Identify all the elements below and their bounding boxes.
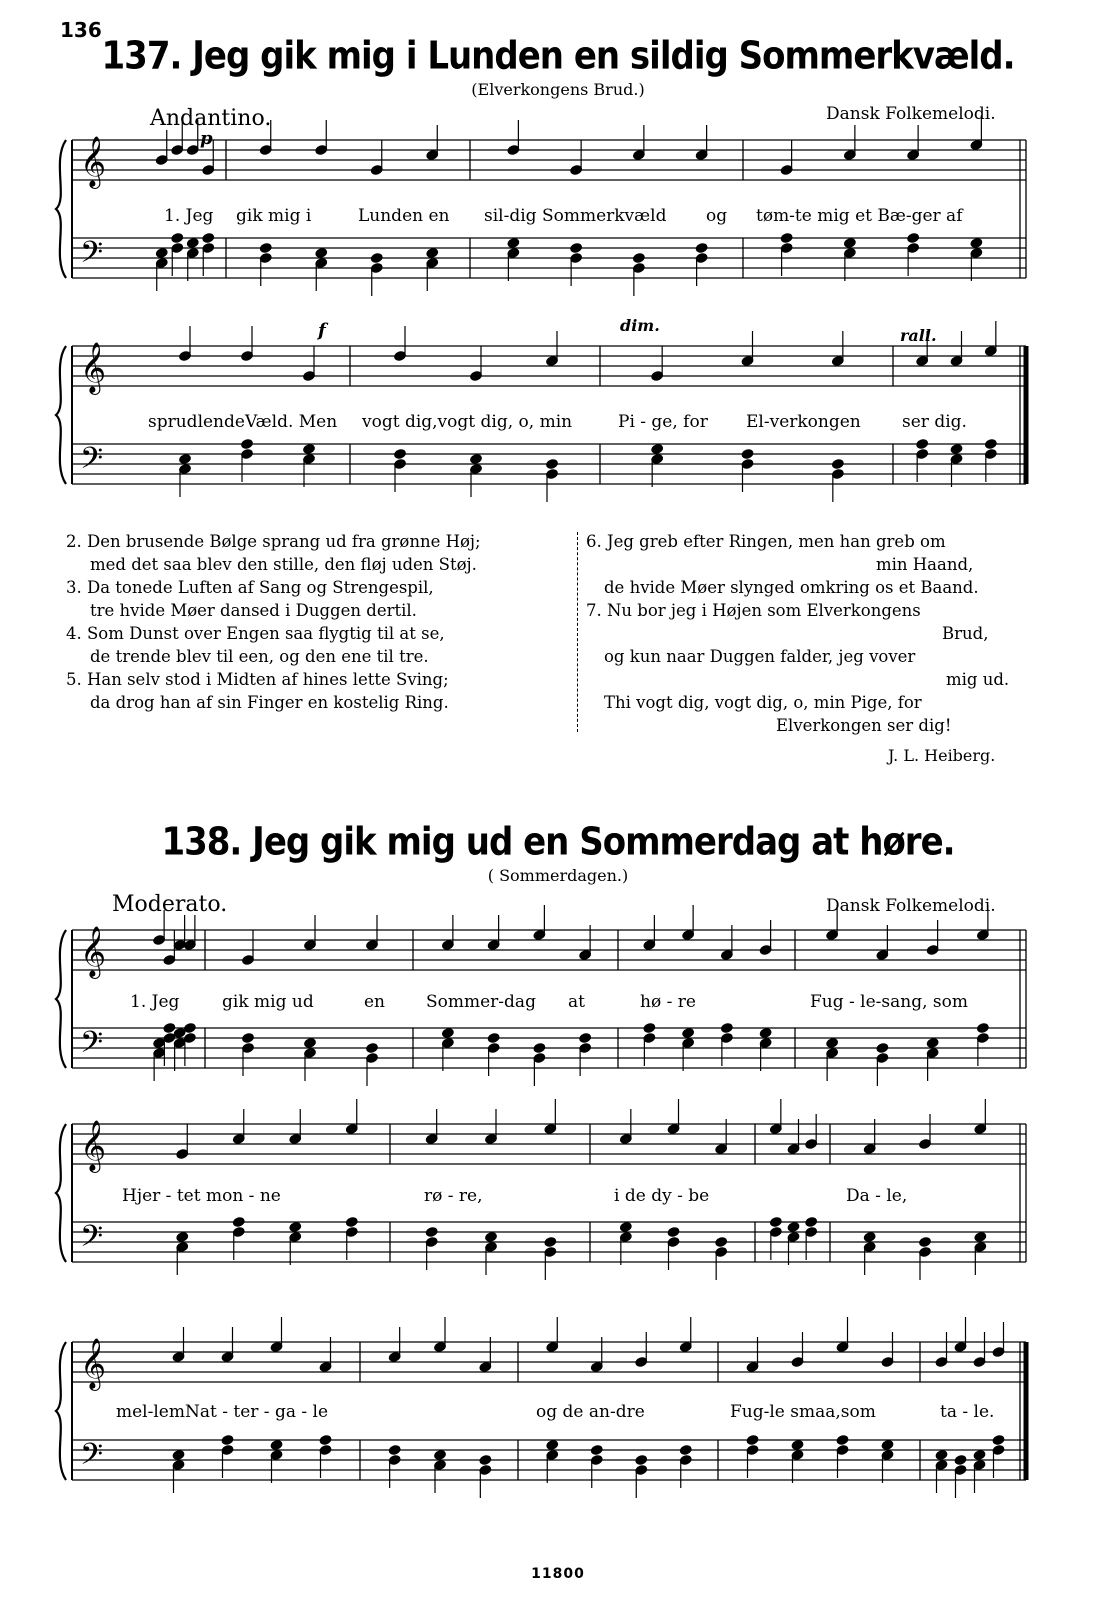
lyric-137-2-a: sprudlendeVæld. Men — [148, 412, 338, 432]
song-138-tempo: Moderato. — [112, 892, 228, 917]
verses-left — [66, 530, 481, 714]
svg-text:𝄢: 𝄢 — [80, 442, 104, 483]
song-138-title: 138. Jeg gik mig ud en Sommerdag at høre. — [161, 819, 955, 865]
lyric-137-2-b: vogt dig,vogt dig, o, min — [362, 412, 573, 432]
lyric-138-3-d: ta - le. — [940, 1402, 995, 1422]
verse-line: 3. Da tonede Luften af Sang og Strengespil, — [66, 578, 434, 597]
lyric-137-2-c: Pi - ge, for — [618, 412, 708, 432]
verse-line: tre hvide Møer dansed i Duggen dertil. — [90, 601, 417, 620]
verse-line: 7. Nu bor jeg i Højen som Elverkongens — [586, 601, 921, 620]
verse-line: 4. Som Dunst over Engen saa flygtig til at se, — [66, 624, 445, 643]
lyric-138-1-g: Fug - le-sang, som — [810, 992, 968, 1012]
svg-text:𝄢: 𝄢 — [80, 1438, 104, 1479]
dynamic-f: f — [318, 320, 326, 341]
lyric-137-1-b: gik mig i — [236, 206, 312, 226]
dynamic-p: p — [200, 128, 213, 149]
lyric-138-1-a: 1. Jeg — [130, 992, 180, 1012]
lyric-138-3-c: Fug-le smaa,som — [730, 1402, 876, 1422]
song-138-subtitle: ( Sommerdagen.) — [487, 866, 629, 885]
lyric-138-2-b: rø - re, — [424, 1186, 483, 1206]
lyric-138-2-d: Da - le, — [846, 1186, 908, 1206]
lyric-137-1-f: tøm-te mig et Bæ-ger af — [756, 206, 963, 226]
verse-line: mig ud. — [946, 670, 1010, 689]
svg-text:𝄞: 𝄞 — [80, 1338, 107, 1389]
lyric-138-1-c: en — [364, 992, 386, 1012]
verse-line: Brud, — [942, 624, 989, 643]
verse-line: de trende blev til een, og den ene til tre. — [90, 647, 429, 666]
lyric-137-1-c: Lunden en — [358, 206, 450, 226]
svg-text:𝄞: 𝄞 — [80, 1120, 107, 1171]
song-137-author: J. L. Heiberg. — [888, 746, 996, 765]
song-137-tempo: Andantino. — [150, 106, 272, 131]
lyric-138-2-c: i de dy - be — [614, 1186, 710, 1206]
dynamic-dim: dim. — [620, 316, 660, 335]
lyric-137-2-d: El-verkongen — [746, 412, 861, 432]
lyric-138-3-a: mel-lemNat - ter - ga - le — [116, 1402, 329, 1422]
verse-line: Elverkongen ser dig! — [776, 716, 952, 735]
svg-text:𝄞: 𝄞 — [80, 342, 107, 393]
verse-line: med det saa blev den stille, den fløj uden Støj. — [90, 555, 477, 574]
lyric-138-1-b: gik mig ud — [222, 992, 314, 1012]
lyric-138-1-d: Sommer-dag — [426, 992, 536, 1012]
verse-line: 5. Han selv stod i Midten af hines lette Sving; — [66, 670, 449, 689]
lyric-137-1-d: sil-dig Sommerkvæld — [484, 206, 667, 226]
verse-divider — [577, 532, 578, 732]
svg-text:𝄢: 𝄢 — [80, 1220, 104, 1261]
verse-line: 6. Jeg greb efter Ringen, men han greb om — [586, 532, 946, 551]
verse-line: de hvide Møer slynged omkring os et Baand. — [604, 578, 979, 597]
verse-line: da drog han af sin Finger en kostelig Ring. — [90, 693, 449, 712]
lyric-138-2-a: Hjer - tet mon - ne — [122, 1186, 281, 1206]
svg-text:𝄞: 𝄞 — [80, 136, 107, 187]
plate-number: 11800 — [531, 1566, 585, 1582]
svg-text:𝄞: 𝄞 — [80, 926, 107, 977]
svg-text:𝄢: 𝄢 — [80, 236, 104, 277]
lyric-137-1-a: 1. Jeg — [164, 206, 214, 226]
song-137-composer: Dansk Folkemelodi. — [826, 104, 996, 124]
verse-line: og kun naar Duggen falder, jeg vover — [604, 647, 916, 666]
verses-right — [586, 530, 1009, 737]
lyric-137-2-e: ser dig. — [902, 412, 967, 432]
verse-line: 2. Den brusende Bølge sprang ud fra grønne Høj; — [66, 532, 481, 551]
lyric-137-1-e: og — [706, 206, 728, 226]
lyric-138-3-b: og de an-dre — [536, 1402, 645, 1422]
verse-line: min Haand, — [876, 555, 974, 574]
lyric-138-1-e: at — [568, 992, 585, 1012]
dynamic-rall: rall. — [900, 326, 937, 345]
lyric-138-1-f: hø - re — [640, 992, 696, 1012]
svg-text:𝄢: 𝄢 — [80, 1026, 104, 1067]
song-137-title: 137. Jeg gik mig i Lunden en sildig Sommerkvæld. — [101, 33, 1015, 79]
page-number: 136 — [60, 18, 102, 42]
song-138-composer: Dansk Folkemelodi. — [826, 896, 996, 916]
verse-line: Thi vogt dig, vogt dig, o, min Pige, for — [604, 693, 922, 712]
song-137-subtitle: (Elverkongens Brud.) — [471, 80, 645, 99]
